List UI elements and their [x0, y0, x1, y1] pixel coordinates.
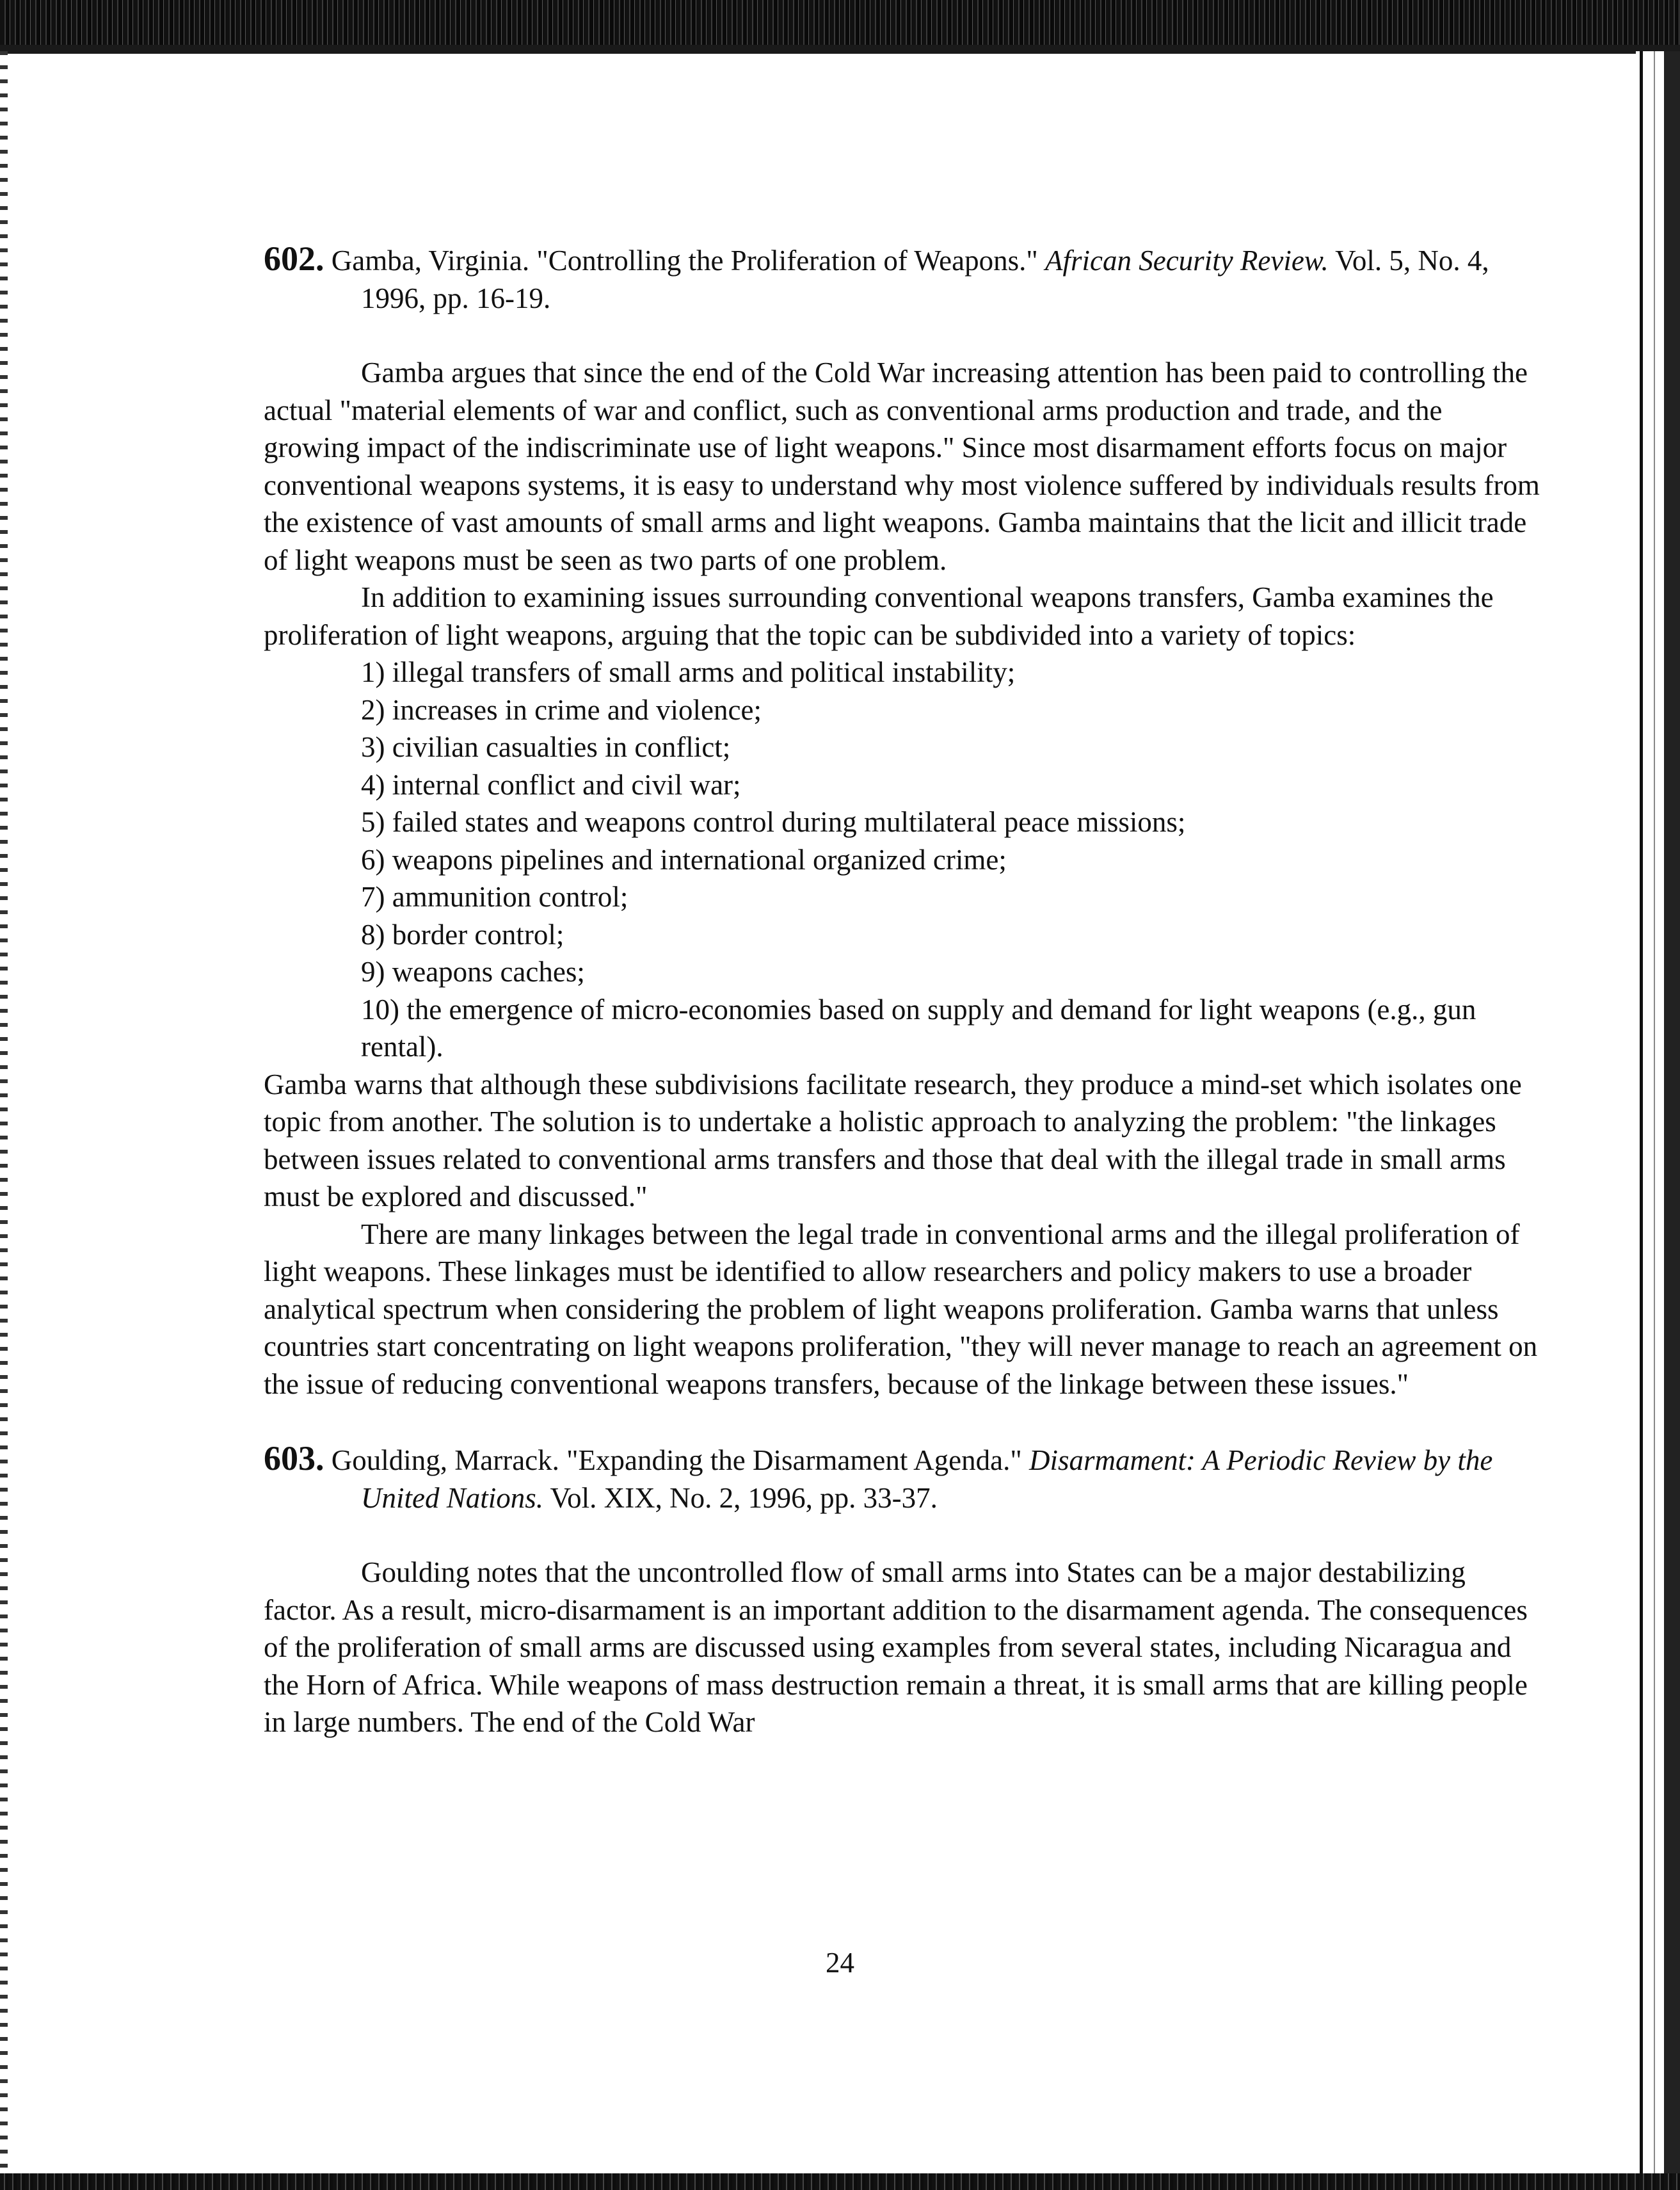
citation-journal: Disarmament: A Periodic Review by the United Nations. [361, 1444, 1493, 1514]
entry-number: 603. [264, 1439, 324, 1477]
citation-journal: African Security Review. [1045, 245, 1329, 277]
citation-details: Vol. 5, No. 4, 1996, pp. 16-19. [361, 245, 1489, 314]
scan-border-bottom [0, 2173, 1680, 2190]
list-item: 10) the emergence of micro-economies based on supply and demand for light weapons (e.g., gun rental). [361, 993, 1476, 1063]
entry-citation [264, 240, 1544, 317]
list-item: 4) internal conflict and civil war; [361, 768, 741, 801]
citation-text: Goulding, Marrack. "Expanding the Disarmament Agenda." [324, 1444, 1029, 1476]
list-item: 3) civilian casualties in conflict; [361, 731, 731, 763]
abstract-paragraph: Gamba warns that although these subdivisions facilitate research, they produce a mind-set which isolates one topic from another. The solution is to undertake a holistic approach to analyzing the problem: "the linkages between issues related to conventional arms transfers and those that deal with the illegal trade in small arms must be explored and discussed." [264, 1068, 1522, 1212]
scan-border-left [0, 51, 8, 2177]
bibliography-entry [264, 240, 1544, 1403]
entry-citation [264, 1440, 1544, 1517]
spacer [264, 317, 1544, 354]
list-item: 6) weapons pipelines and international organized crime; [361, 843, 1007, 876]
entry-number: 602. [264, 239, 324, 278]
abstract-paragraph: There are many linkages between the legal trade in conventional arms and the illegal proliferation of light weapons. These linkages must be identified to allow researchers and policy makers to use a broader analytical spectrum when considering the problem of light weapons proliferation. Gamba warns that unless countries start concentrating on light weapons proliferation, "they will never manage to reach an agreement on the issue of reducing conventional weapons transfers, because of the linkage between these issues." [264, 1218, 1538, 1400]
citation-details: Vol. XIX, No. 2, 1996, pp. 33-37. [543, 1481, 938, 1514]
abstract-paragraph: Gamba argues that since the end of the Cold War increasing attention has been paid to controlling the actual "material elements of war and conflict, such as conventional arms production and trade, and the growing impact of the indiscriminate use of light weapons." Since most disarmament efforts focus on major conventional weapons systems, it is easy to understand why most violence suffered by individuals results from the existence of vast amounts of small arms and light weapons. Gamba maintains that the licit and illicit trade of light weapons must be seen as two parts of one problem. [264, 357, 1540, 576]
page-number: 24 [826, 1947, 854, 1979]
spacer [264, 1517, 1544, 1554]
citation-text: Gamba, Virginia. "Controlling the Proliferation of Weapons." [324, 245, 1045, 277]
document-page [264, 240, 1544, 1741]
scan-border-top-edge [0, 45, 1680, 54]
list-item: 9) weapons caches; [361, 956, 585, 988]
abstract-paragraph: In addition to examining issues surrounding conventional weapons transfers, Gamba examines the proliferation of light weapons, arguing that the topic can be subdivided into a variety of topics: [264, 581, 1494, 651]
list-item: 1) illegal transfers of small arms and political instability; [361, 656, 1016, 688]
spacer [264, 1403, 1544, 1440]
topic-list [264, 654, 1544, 1066]
list-item: 5) failed states and weapons control during multilateral peace missions; [361, 806, 1186, 838]
bibliography-entry [264, 1440, 1544, 1741]
scan-border-right [1636, 51, 1680, 2177]
list-item: 2) increases in crime and violence; [361, 693, 762, 726]
abstract-paragraph: Goulding notes that the uncontrolled flow of small arms into States can be a major destabilizing factor. As a result, micro-disarmament is an important addition to the disarmament agenda. The consequences of the proliferation of small arms are discussed using examples from several states, including Nicaragua and the Horn of Africa. While weapons of mass destruction remain a threat, it is small arms that are killing people in large numbers. The end of the Cold War [264, 1556, 1528, 1738]
list-item: 7) ammunition control; [361, 881, 628, 913]
list-item: 8) border control; [361, 918, 564, 951]
